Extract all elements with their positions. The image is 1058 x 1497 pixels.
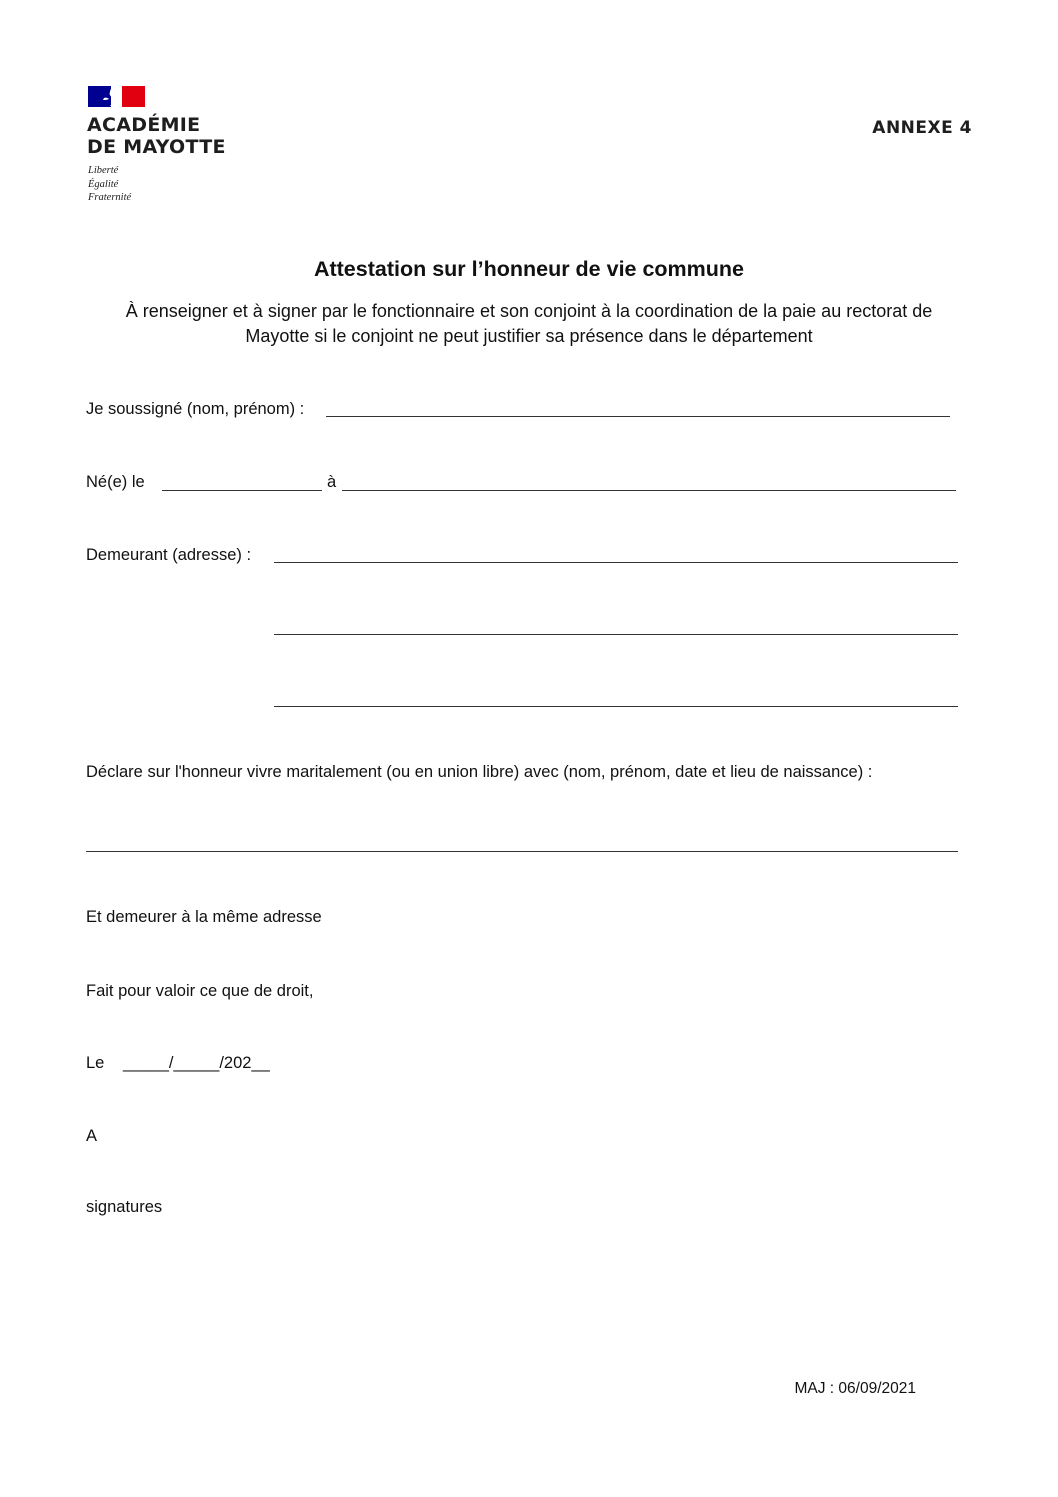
subtitle-line2: Mayotte si le conjoint ne peut justifier sa présence dans le département [245,326,813,346]
born-at-label: à [327,473,337,491]
motto-liberte: Liberté [88,165,119,176]
document-title: Attestation sur l’honneur de vie commune [313,257,745,281]
address-label: Demeurant (adresse) : [86,546,252,564]
motto-egalite: Égalité [88,178,119,190]
document-subtitle [60,299,998,349]
partner-field[interactable] [86,851,958,852]
academy-name-line1: ACADÉMIE [87,114,201,136]
birth-date-field[interactable] [162,490,322,491]
annex-label: ANNEXE 4 [872,118,972,138]
declaration-label: Déclare sur l'honneur vivre maritalement (ou en union libre) avec (nom, prénom, date et lieu de naissance) : [86,763,873,781]
academy-name-line2: DE MAYOTTE [87,136,226,158]
same-address-statement: Et demeurer à la même adresse [86,908,322,926]
subtitle-line1: À renseigner et à signer par le fonctionnaire et son conjoint à la coordination de la paie au rectorat de [125,301,933,321]
valid-statement: Fait pour valoir ce que de droit, [86,982,314,1000]
address-field-line2[interactable] [274,634,958,635]
republic-motto [88,164,131,205]
motto-fraternite: Fraternité [88,192,132,203]
undersigned-field[interactable] [326,416,950,417]
place-label: A [86,1127,98,1145]
born-label: Né(e) le [86,473,145,491]
signatures-label: signatures [86,1198,163,1216]
date-field[interactable]: _____/_____/202__ [123,1054,270,1072]
address-field-line1[interactable] [274,562,958,563]
undersigned-label: Je soussigné (nom, prénom) : [86,400,305,418]
academy-name [87,114,226,158]
address-field-line3[interactable] [274,706,958,707]
update-date: MAJ : 06/09/2021 [794,1380,916,1397]
birth-place-field[interactable] [342,490,956,491]
date-label: Le [86,1054,105,1072]
marianne-icon [95,86,131,107]
